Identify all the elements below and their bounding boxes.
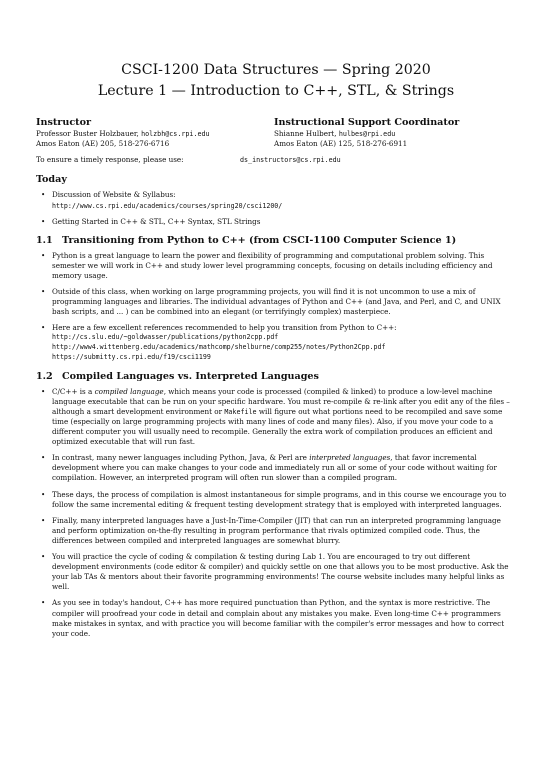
paragraph-part: will figure out what portions need to be recompiled and save some time (especially on large programming projects with many lines of code and many files). Also, if you move your code to a different computer you will usually need to recompile. Generally the extra work of compilation produces an efficient and optimized executable that will run fast. — [52, 406, 503, 447]
bullet-icon: • — [41, 453, 46, 463]
instructor-column — [36, 116, 274, 149]
list-item — [36, 323, 516, 362]
code-term: Makefile — [224, 407, 257, 416]
list-item — [36, 190, 516, 210]
response-line — [36, 155, 516, 165]
bullet-icon: • — [41, 250, 46, 260]
paragraph-part: C/C++ is a — [52, 386, 95, 396]
section-list — [36, 251, 516, 363]
section-list — [36, 387, 516, 639]
section-title: Compiled Languages vs. Interpreted Languages — [62, 370, 319, 382]
reference-link[interactable]: http://www4.wittenberg.edu/academics/mathcomp/shelburne/comp255/notes/Python2Cpp.pdf — [52, 343, 386, 352]
page-title — [36, 60, 516, 102]
instructor-heading: Instructor — [36, 117, 92, 128]
section-number: 1.2 — [36, 370, 53, 382]
instructor-office: Amos Eaton (AE) 205, 518-276-6716 — [36, 139, 170, 149]
bullet-icon: • — [41, 386, 46, 396]
title-line-1: CSCI-1200 Data Structures — Spring 2020 — [121, 62, 431, 78]
contact-block — [36, 116, 516, 149]
paragraph: As you see in today's handout, C++ has more required punctuation than Python, and the syntax is more restrictive. The compiler will proofread your code in detail and complain about any mistakes you make. Even long-time C++ programmers make mistakes in syntax, and with practice you will become familiar with the compiler's error messages and how to correct your code. — [52, 598, 505, 638]
paragraph-part: , which means your code is processed (compiled & linked) to produce a low-level machine language executable that can be run on your specific hardware. You must re-compile & re-link after you edit any of the files – although a smart development environment or — [52, 386, 510, 416]
bullet-icon: • — [41, 190, 46, 200]
section-title: Transitioning from Python to C++ (from CSCI-1100 Computer Science 1) — [62, 234, 457, 246]
coordinator-email[interactable]: hulbes@rpi.edu — [338, 130, 396, 138]
paragraph: These days, the process of compilation is almost instantaneous for simple programs, and in this course we encourage you to follow the same incremental editing & frequent testing development strategy that is employed with interpreted languages. — [52, 489, 507, 509]
emphasis: interpreted languages — [309, 453, 391, 463]
list-item — [36, 251, 516, 281]
list-item — [36, 552, 516, 592]
paragraph: Python is a great language to learn the power and flexibility of programming and computational problem solving. This semester we will work in C++ and study lower level programming concepts, focusing on details including efficiency and memory usage. — [52, 250, 493, 280]
list-item — [36, 453, 516, 483]
reference-link[interactable]: https://submitty.cs.rpi.edu/f19/csci1199 — [52, 352, 211, 361]
coordinator-name-text: Shianne Hulbert, — [274, 129, 339, 138]
section-number: 1.1 — [36, 234, 53, 246]
coordinator-column — [274, 116, 516, 149]
list-item — [36, 516, 516, 546]
paragraph-part: In contrast, many newer languages including Python, Java, & Perl are — [52, 453, 310, 463]
paragraph: You will practice the cycle of coding & compilation & testing during Lab 1. You are encouraged to try out different development environments (code editor & compiler) and quickly settle on one that allows you to be most productive. Ask the your lab TAs & mentors about their favorite programming environments! The course website includes many helpful links as well. — [52, 552, 509, 592]
instructor-name-text: Professor Buster Holzbauer, — [36, 129, 142, 138]
section-heading — [36, 371, 516, 383]
today-list — [36, 190, 516, 226]
bullet-icon: • — [41, 216, 46, 226]
response-label: To ensure a timely response, please use: — [36, 155, 184, 165]
reference-link[interactable]: http://cs.slu.edu/~goldwasser/publications/python2cpp.pdf — [52, 333, 279, 342]
bullet-icon: • — [41, 552, 46, 562]
paragraph: Outside of this class, when working on large programming projects, you will find it is not uncommon to use a mix of programming languages and libraries. The individual advantages of Python and C++ (and Java, and Perl, and C, and UNIX bash scripts, and ... ) can be combined into an elegant (or terrifyingly complex) masterpiece. — [52, 286, 501, 317]
paragraph: Finally, many interpreted languages have a Just-In-Time-Compiler (JIT) that can run an interpreted programming language and perform optimization on-the-fly resulting in program performance that rivals optimized compiled code. Thus, the differences between compiled and interpreted languages are somewhat blurry. — [52, 515, 501, 545]
bullet-icon: • — [41, 515, 46, 525]
paragraph-part: , that favor incremental development where you can make changes to your code and immediately run all or some of your code without waiting for compilation. However, an interpreted program will often run slower than a compiled program. — [52, 453, 497, 483]
coordinator-name — [274, 129, 516, 139]
today-heading: Today — [36, 174, 67, 186]
paragraph: Here are a few excellent references recommended to help you transition from Python to C++: — [52, 323, 397, 333]
emphasis: compiled language — [94, 386, 164, 396]
list-item — [36, 287, 516, 317]
list-item — [36, 490, 516, 510]
bullet-icon: • — [41, 598, 46, 608]
list-item — [36, 387, 516, 448]
list-item — [36, 598, 516, 638]
bullet-icon: • — [41, 489, 46, 499]
list-item — [36, 217, 516, 227]
bullet-icon: • — [41, 286, 46, 296]
lecture-page — [36, 60, 516, 645]
bullet-icon: • — [41, 323, 46, 333]
response-email[interactable]: ds_instructors@cs.rpi.edu — [240, 156, 341, 165]
instructor-email[interactable]: holzbh@cs.rpi.edu — [141, 130, 210, 138]
coordinator-heading: Instructional Support Coordinator — [274, 117, 460, 128]
coordinator-office: Amos Eaton (AE) 125, 518-276-6911 — [274, 139, 408, 149]
instructor-name — [36, 129, 274, 139]
today-item-text: Discussion of Website & Syllabus: — [52, 190, 176, 200]
course-website-link[interactable]: http://www.cs.rpi.edu/academics/courses/spring20/csci1200/ — [52, 201, 283, 210]
section-heading — [36, 235, 516, 247]
today-item-text: Getting Started in C++ & STL, C++ Syntax, STL Strings — [52, 216, 261, 226]
title-line-2: Lecture 1 — Introduction to C++, STL, & Strings — [97, 83, 455, 99]
